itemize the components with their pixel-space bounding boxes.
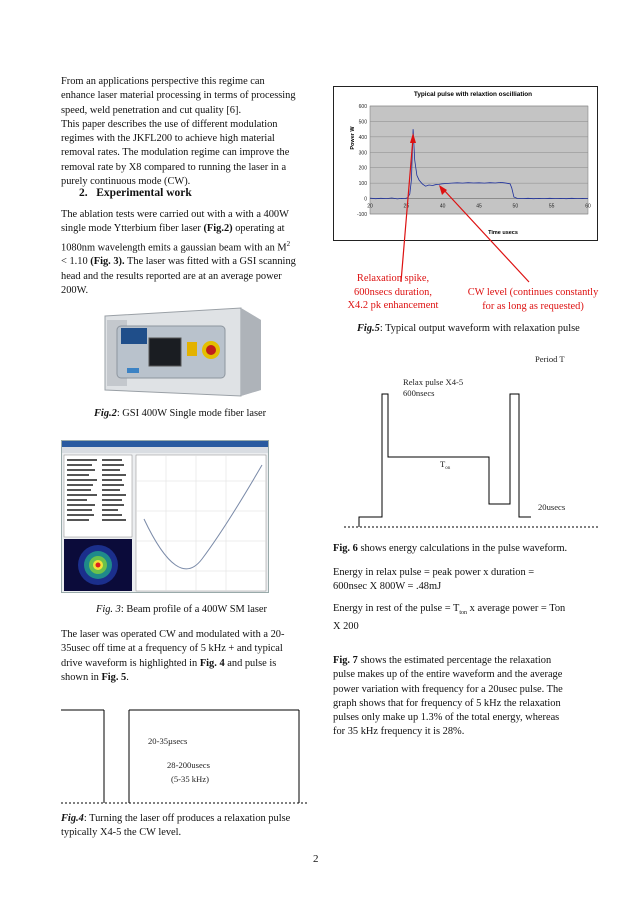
pulse-energy-diagram — [344, 348, 598, 528]
fig7-paragraph: Fig. 7 shows the estimated percentage the relaxation pulse makes up of the entire waveform and the average power variation with frequency for a 20usec pulse. The graph shows that for frequency of 5 kHz the relaxation pulses only make up 1.3% of the total energy, whereas for 35 kHz frequency it is 28%. — [333, 655, 563, 738]
spike-arrow — [401, 138, 413, 282]
chart-y-tick-label: 600 — [358, 104, 367, 110]
chart-y-tick-label: -100 — [356, 212, 367, 218]
fiber-laser-illustration — [91, 298, 265, 398]
chart-y-tick-label: 300 — [358, 150, 367, 157]
operation-paragraph: The laser was operated CW and modulated with a 20- 35usec off time at a frequency of 5 kHz + and typical drive waveform is highlighted in Fig. 4 and pulse is shown in Fig. 5. — [61, 629, 285, 683]
drive-waveform-svg — [61, 690, 307, 808]
relax-pulse-label: Relax pulse X4-5 — [403, 377, 464, 387]
chart-x-tick-label: 20 — [367, 203, 373, 210]
chart-x-tick-label: 60 — [585, 203, 591, 210]
cw-arrow — [443, 189, 529, 282]
cw-arrowhead — [439, 185, 447, 195]
page-number: 2 — [313, 853, 319, 865]
spike-annotation: Relaxation spike, 600nsecs duration, X4.2 pk enhancement — [347, 273, 439, 311]
experimental-paragraph: The ablation tests were carried out with a with a 400W single mode Ytterbium fiber laser (Fig.2) operating at 1080nm wavelength emits a gaussian beam with an $M^2$ < 1.10 (Fig. 3). The laser was fitted with a GSI scanning head and the results reported are at an average power 200W. — [61, 209, 296, 296]
chart-y-tick-label: 400 — [358, 134, 367, 141]
pulse-energy-svg — [344, 348, 598, 528]
relax-duration-label: 600nsecs — [403, 388, 435, 398]
chart-x-tick-label: 25 — [403, 203, 410, 210]
off-time-label: 20-35µsecs — [148, 736, 188, 746]
chart-y-tick-label: 0 — [364, 196, 367, 203]
ton-label: $T_{on}$ — [440, 459, 451, 471]
energy-rest-paragraph: Energy in rest of the pulse = $T_{ton}$ x average power = Ton X 200 — [333, 603, 566, 633]
beam-profile-screenshot — [61, 440, 269, 593]
fiber-laser-photo — [91, 298, 265, 398]
period-label: Period T — [535, 354, 565, 364]
chart-x-tick-label: 45 — [476, 203, 482, 210]
energy-relax-paragraph: Energy in relax pulse = peak power x duration = 600nsec X 800W = .48mJ — [333, 567, 535, 593]
beam-profile-illustration — [62, 441, 268, 592]
cw-annotation: CW level (continues constantly for as long as requested) — [467, 287, 599, 312]
chart-x-axis-label: Time usecs — [488, 230, 518, 236]
chart-x-tick-label: 40 — [439, 203, 446, 210]
on-time-label: 28-200usecs — [167, 760, 210, 770]
drive-waveform-diagram — [61, 690, 307, 808]
chart-x-tick-label: 50 — [512, 203, 519, 210]
fig6-sentence: Fig. 6 shows energy calculations in the pulse waveform. — [333, 543, 568, 554]
fig2-caption: Fig.2: GSI 400W Single mode fiber laser — [94, 408, 267, 419]
chart-y-tick-label: 200 — [358, 165, 367, 172]
chart-title: Typical pulse with relaxtion oscilliation — [413, 91, 533, 98]
chart-y-axis-label: Power W — [350, 126, 356, 150]
chart-y-tick-label: 100 — [358, 181, 367, 188]
fig4-caption: Fig.4: Turning the laser off produces a relaxation pulse typically X4-5 the CW level. — [61, 813, 291, 838]
frequency-label: (5-35 kHz) — [171, 774, 209, 784]
intro-paragraph: From an applications perspective this regime can enhance laser material processing in terms of processing speed, weld penetration and cut quality [6]. This paper describes the use of different modulation regimes with the JKFL200 to achieve high material removal rates. The modulation regime can improve the removal rate by X8 compared to running the laser in a purely continuous mode (CW). — [61, 76, 296, 188]
spike-arrowhead — [410, 133, 416, 143]
off-time-20us-label: 20usecs — [538, 502, 566, 512]
fig5-caption: Fig.5: Typical output waveform with relaxation pulse — [357, 323, 580, 334]
fig3-caption: Fig. 3: Beam profile of a 400W SM laser — [96, 604, 267, 615]
chart-x-tick-label: 55 — [548, 203, 555, 210]
chart-y-tick-label: 500 — [358, 119, 367, 126]
section-heading: 2. Experimental work — [79, 187, 192, 199]
